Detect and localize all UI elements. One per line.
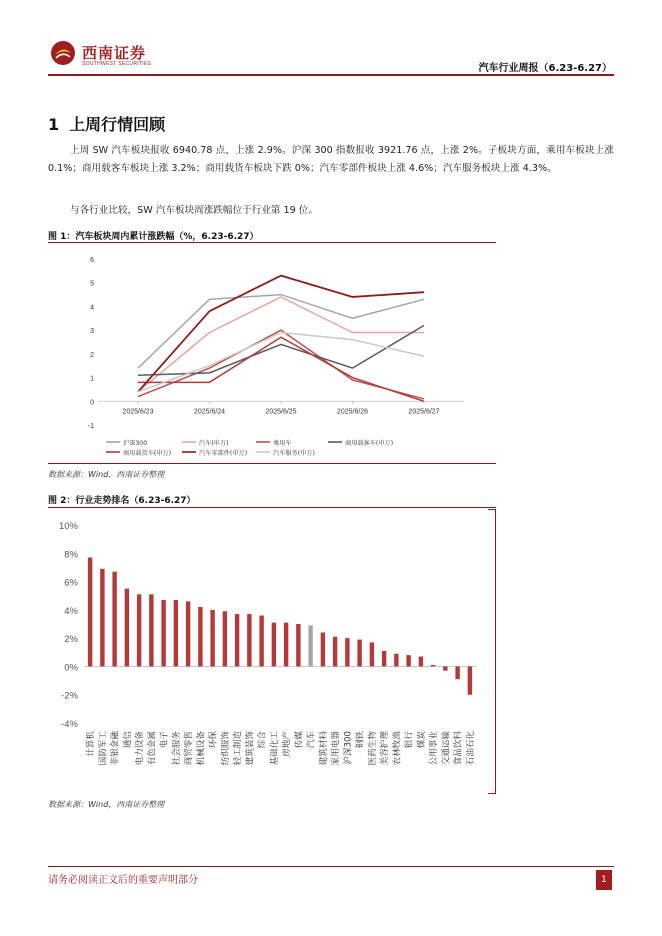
bar-chart	[48, 509, 498, 794]
category-label: 医药生物	[367, 731, 378, 766]
category-label: 计算机	[86, 731, 97, 757]
bar-15	[272, 623, 276, 667]
bar-21	[345, 638, 349, 666]
y-tick-label: 6	[90, 257, 94, 264]
x-tick-label: 2025/6/26	[336, 408, 369, 416]
bar-0	[88, 558, 92, 667]
category-label: 房地产	[282, 731, 293, 757]
category-label: 交通运输	[441, 731, 452, 766]
bar-5	[149, 594, 153, 666]
line-chart-svg	[52, 245, 498, 461]
category-label: 农林牧渔	[392, 731, 403, 766]
bar-18	[308, 625, 312, 666]
figure2-frame	[488, 509, 496, 794]
bar-22	[357, 640, 361, 667]
category-label: 社会服务	[171, 731, 182, 766]
category-label: 汽车	[306, 731, 317, 749]
figure1-caption: 图 1：汽车板块周内累计涨跌幅（%，6.23-6.27）	[48, 232, 259, 242]
bar-12	[235, 614, 239, 666]
category-label: 环保	[208, 731, 219, 749]
category-label: 综合	[257, 731, 268, 749]
bar-24	[382, 651, 386, 667]
y-tick-label: 5	[90, 280, 94, 288]
logo-name: 西南证券	[82, 44, 147, 62]
bar-23	[370, 642, 374, 666]
bar-1	[100, 569, 104, 667]
category-label: 国防军工	[98, 731, 109, 766]
y-tick-label: 0%	[64, 662, 78, 674]
x-tick-label: 2025/6/24	[193, 408, 226, 416]
footer-divider	[48, 866, 614, 867]
category-label: 有色金属	[147, 731, 158, 766]
y-tick-label: -2%	[61, 690, 78, 702]
category-label: 沪深300	[343, 731, 354, 765]
series-line-2	[138, 330, 424, 399]
category-label: 轻工制造	[233, 731, 244, 766]
bar-20	[333, 637, 337, 667]
legend-label: 汽车(申万)	[199, 440, 229, 447]
category-label: 建筑材料	[318, 731, 329, 766]
section-number: 1	[48, 115, 60, 134]
y-tick-label: 1	[90, 375, 94, 383]
legend-label: 商用载货车(申万)	[123, 450, 172, 457]
category-label: 公用事业	[429, 731, 440, 766]
category-label: 纺织服饰	[220, 731, 231, 766]
legend-label: 乘用车	[273, 440, 292, 447]
category-label: 煤炭	[416, 731, 427, 749]
paragraph-market-summary: 上周 SW 汽车板块报收 6940.78 点，上涨 2.9%。沪深 300 指数报收 3921.76 点，上涨 2%。子板块方面，乘用车板块上涨 0.1%；商用载客车板块上涨 3.2%；商用载货车板块下跌 0%；汽车零部件板块上涨 4.6%；汽车服务板块上涨 4.3%。	[48, 145, 614, 174]
category-label: 石油石化	[465, 731, 476, 766]
category-label: 电力设备	[135, 731, 146, 766]
logo-emblem-icon	[50, 40, 76, 66]
bar-17	[296, 624, 300, 666]
category-label: 基础化工	[269, 731, 280, 766]
category-label: 家用电器	[331, 731, 342, 766]
y-tick-label: 4	[90, 304, 94, 312]
bar-28	[431, 665, 435, 666]
figure2-source: 数据来源：Wind，西南证券整理	[48, 800, 165, 809]
legend-label: 商用载客车(申万)	[345, 440, 394, 447]
x-tick-label: 2025/6/27	[408, 408, 440, 416]
company-logo	[50, 40, 200, 74]
figure1-bottom-rule	[48, 463, 496, 464]
bar-7	[174, 600, 178, 666]
category-label: 钢铁	[355, 731, 366, 749]
y-tick-label: 6%	[64, 577, 78, 589]
y-tick-label: 3	[90, 328, 94, 336]
figure2-caption: 图 2：行业走势排名（6.23-6.27）	[48, 496, 196, 506]
y-tick-label: 4%	[64, 605, 78, 617]
category-label: 商贸零售	[184, 731, 195, 766]
x-tick-label: 2025/6/23	[122, 408, 154, 416]
section-title-text: 上周行情回顾	[69, 115, 166, 134]
category-label: 机械设备	[196, 731, 207, 766]
y-tick-label: -4%	[61, 719, 78, 730]
bar-4	[137, 594, 141, 666]
category-label: 电子	[159, 731, 170, 749]
bar-29	[443, 666, 447, 670]
document-header-title: 汽车行业周报（6.23-6.27）	[478, 63, 612, 74]
bar-31	[468, 666, 472, 694]
bar-chart-svg	[48, 509, 498, 794]
bar-26	[406, 655, 410, 666]
bar-10	[210, 610, 214, 667]
figure2-top-rule	[48, 507, 496, 508]
bar-6	[161, 600, 165, 666]
bar-3	[125, 589, 129, 667]
figure1-top-rule	[48, 242, 496, 243]
bar-2	[112, 572, 116, 667]
line-chart	[52, 245, 498, 461]
figure1-source: 数据来源：Wind，西南证券整理	[48, 470, 165, 479]
section-title	[48, 112, 165, 135]
category-label: 传媒	[294, 731, 305, 749]
bar-13	[247, 614, 251, 666]
paragraph-industry-rank: 与各行业比较，SW 汽车板块周涨跌幅位于行业第 19 位。	[70, 205, 318, 216]
bar-16	[284, 623, 288, 667]
legend-label: 汽车服务(申万)	[273, 450, 315, 457]
legend-label: 沪深300	[123, 440, 148, 447]
bar-8	[186, 601, 190, 666]
bar-19	[321, 632, 325, 666]
x-tick-label: 2025/6/25	[265, 408, 297, 416]
category-label: 建筑装饰	[245, 731, 256, 766]
category-label: 非银金融	[110, 731, 121, 766]
y-tick-label: 0	[90, 399, 94, 407]
y-tick-label: 2	[90, 351, 94, 359]
category-label: 食品饮料	[453, 731, 464, 766]
bar-27	[419, 657, 423, 667]
bar-11	[223, 611, 227, 666]
logo-subtitle: SOUTHWEST SECURITIES	[82, 61, 152, 67]
category-label: 美容护理	[380, 731, 391, 766]
legend-label: 汽车零部件(申万)	[199, 450, 248, 457]
category-label: 通信	[122, 731, 133, 749]
bar-25	[394, 654, 398, 667]
bar-9	[198, 607, 202, 666]
page-number: 1	[596, 870, 612, 890]
y-tick-label: 2%	[64, 634, 78, 646]
y-tick-label: -1	[87, 423, 94, 430]
y-tick-label: 8%	[64, 549, 78, 561]
header-divider	[48, 74, 614, 76]
bar-30	[455, 666, 459, 679]
bar-14	[259, 616, 263, 667]
category-label: 银行	[404, 731, 415, 749]
y-tick-label: 10%	[58, 521, 78, 532]
footer-disclaimer: 请务必阅读正文后的重要声明部分	[48, 875, 198, 886]
